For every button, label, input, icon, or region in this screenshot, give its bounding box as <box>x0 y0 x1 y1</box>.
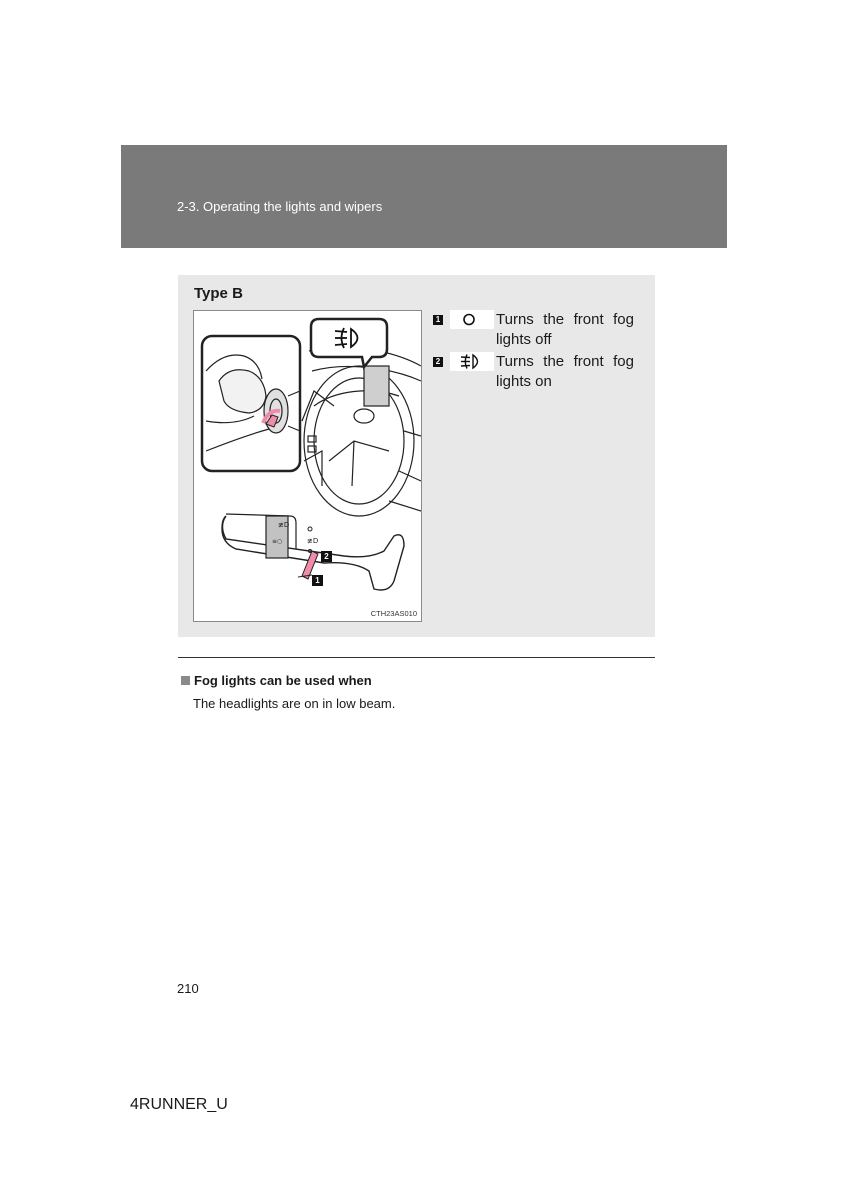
legend-text: Turns the front fog lights on <box>496 353 634 390</box>
figure-code: CTH23AS010 <box>370 609 417 618</box>
legend-icon-slot <box>450 352 494 371</box>
switch-illustration-svg <box>194 311 421 621</box>
note-body: The headlights are on in low beam. <box>193 696 396 711</box>
stalk-callout-1: 1 <box>312 575 323 586</box>
inset-zoom <box>202 336 300 471</box>
fog-light-switch-illustration <box>193 310 422 622</box>
circle-off-icon <box>450 310 494 329</box>
note-heading <box>181 673 372 688</box>
stalk-fog-mark: ≢D <box>278 521 290 529</box>
legend-icon-slot <box>450 310 494 329</box>
callout-bubble <box>311 319 387 367</box>
section-divider <box>178 657 655 658</box>
stalk-fog-mark-2: ≢D <box>307 537 319 545</box>
type-heading: Type B <box>194 285 243 302</box>
front-fog-light-icon <box>450 352 494 371</box>
page-number: 210 <box>177 981 199 996</box>
note-heading-text: Fog lights can be used when <box>194 673 372 688</box>
legend-item-on <box>433 352 638 394</box>
legend-text: Turns the front fog lights off <box>496 311 634 348</box>
stalk-beam-mark: ≡○ <box>272 538 283 545</box>
footer-model: 4RUNNER_U <box>130 1096 228 1113</box>
legend-item-off <box>433 310 638 352</box>
legend-number: 2 <box>433 357 443 367</box>
legend-number: 1 <box>433 315 443 325</box>
square-bullet-icon <box>181 676 190 685</box>
section-title: 2-3. Operating the lights and wipers <box>177 199 383 214</box>
header-band <box>121 145 727 248</box>
type-b-panel <box>178 275 655 637</box>
stalk-callout-2: 2 <box>321 551 332 562</box>
dashboard-scene <box>302 347 421 516</box>
